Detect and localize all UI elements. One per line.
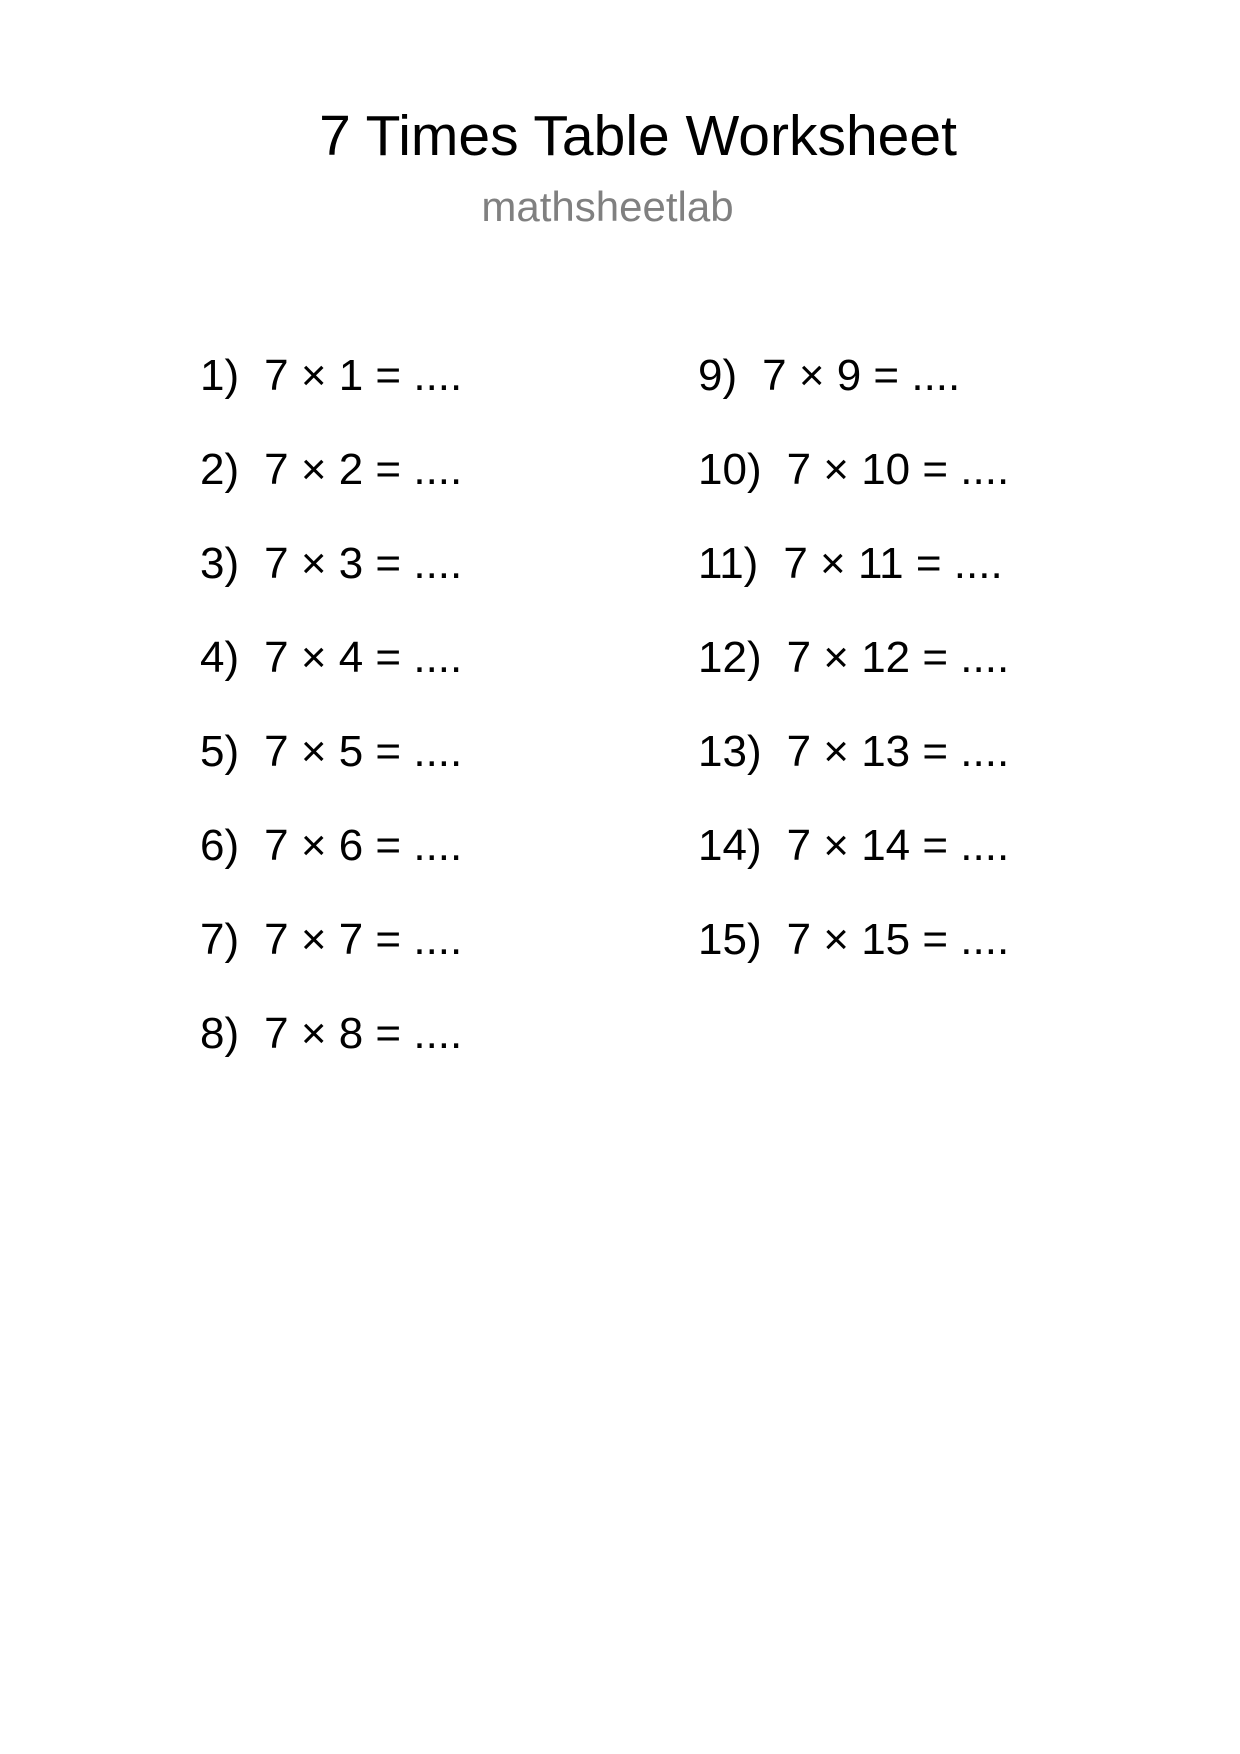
problem-item bbox=[200, 912, 462, 968]
problem-expression: 7 × 2 = .... bbox=[264, 445, 463, 494]
problem-expression: 7 × 4 = .... bbox=[264, 633, 463, 682]
problem-item bbox=[200, 348, 462, 404]
problem-number: 13) bbox=[698, 727, 762, 776]
problem-expression: 7 × 6 = .... bbox=[264, 821, 463, 870]
problem-item bbox=[200, 1006, 462, 1062]
problem-expression: 7 × 14 = .... bbox=[786, 821, 1010, 870]
problem-number: 6) bbox=[200, 821, 240, 870]
problem-expression: 7 × 8 = .... bbox=[264, 1009, 463, 1058]
problem-item bbox=[698, 912, 1009, 968]
problem-number: 11) bbox=[698, 539, 759, 588]
problem-number: 7) bbox=[200, 915, 240, 964]
problem-number: 1) bbox=[200, 351, 240, 400]
problem-item bbox=[698, 818, 1009, 874]
problem-item bbox=[200, 536, 462, 592]
problem-number: 3) bbox=[200, 539, 240, 588]
problem-expression: 7 × 15 = .... bbox=[786, 915, 1010, 964]
problem-item bbox=[200, 630, 462, 686]
problem-item bbox=[698, 442, 1009, 498]
problem-number: 9) bbox=[698, 351, 738, 400]
problem-expression: 7 × 1 = .... bbox=[264, 351, 463, 400]
problem-item bbox=[200, 724, 462, 780]
problem-number: 5) bbox=[200, 727, 240, 776]
page-subtitle: mathsheetlab bbox=[481, 183, 734, 230]
problem-item bbox=[200, 442, 462, 498]
page-title: 7 Times Table Worksheet bbox=[319, 104, 957, 168]
problem-number: 2) bbox=[200, 445, 240, 494]
problem-number: 12) bbox=[698, 633, 762, 682]
problem-expression: 7 × 13 = .... bbox=[786, 727, 1010, 776]
problem-item bbox=[698, 348, 960, 404]
problem-item bbox=[698, 630, 1009, 686]
problem-item bbox=[200, 818, 462, 874]
problem-expression: 7 × 11 = .... bbox=[783, 539, 1003, 588]
problem-number: 15) bbox=[698, 915, 762, 964]
problem-number: 10) bbox=[698, 445, 762, 494]
problem-expression: 7 × 3 = .... bbox=[264, 539, 463, 588]
problem-expression: 7 × 12 = .... bbox=[786, 633, 1010, 682]
problem-item bbox=[698, 536, 1003, 592]
problem-number: 8) bbox=[200, 1009, 240, 1058]
problem-item bbox=[698, 724, 1009, 780]
problem-expression: 7 × 10 = .... bbox=[786, 445, 1010, 494]
problem-number: 14) bbox=[698, 821, 762, 870]
problem-expression: 7 × 9 = .... bbox=[762, 351, 961, 400]
problem-expression: 7 × 7 = .... bbox=[264, 915, 463, 964]
problem-number: 4) bbox=[200, 633, 240, 682]
problem-expression: 7 × 5 = .... bbox=[264, 727, 463, 776]
